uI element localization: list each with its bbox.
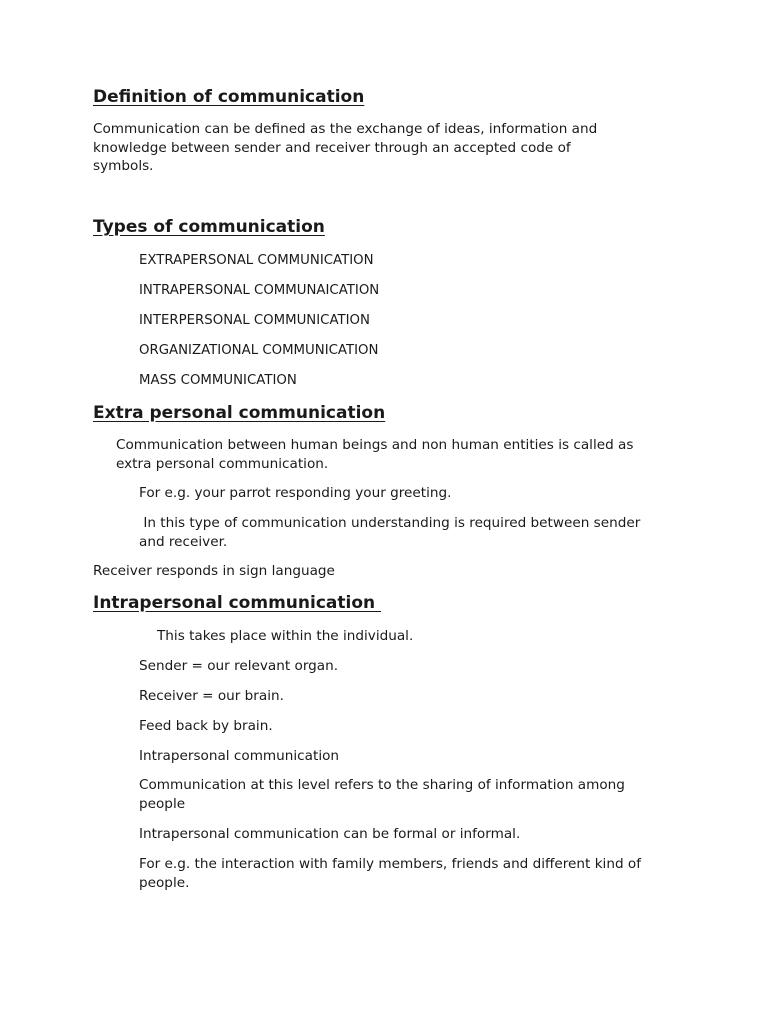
heading-definition: Definition of communication [93,87,365,107]
intra-paragraph-7: Intrapersonal communication can be formal or informal. [139,826,521,842]
heading-types: Types of communication [93,217,325,237]
extra-paragraph-1: Communication between human beings and non human entities is called as extra personal communication. [116,437,634,472]
extra-paragraph-2: For e.g. your parrot responding your greeting. [139,485,452,501]
type-item-mass: MASS COMMUNICATION [139,373,297,388]
heading-intrapersonal: Intrapersonal communication [93,593,382,613]
heading-extra-personal: Extra personal communication [93,403,386,423]
intra-paragraph-4: Feed back by brain. [139,718,273,734]
intra-paragraph-2: Sender = our relevant organ. [139,658,339,674]
intra-paragraph-8: For e.g. the interaction with family members, friends and different kind of people. [139,856,642,891]
intra-paragraph-3: Receiver = our brain. [139,688,284,704]
intra-paragraph-5: Intrapersonal communication [139,748,340,764]
type-item-intrapersonal: INTRAPERSONAL COMMUNAICATION [139,283,380,298]
intra-paragraph-1: This takes place within the individual. [157,628,414,644]
type-item-interpersonal: INTERPERSONAL COMMUNICATION [139,313,370,328]
type-item-organizational: ORGANIZATIONAL COMMUNICATION [139,343,379,358]
type-item-extrapersonal: EXTRAPERSONAL COMMUNICATION [139,253,374,268]
intra-paragraph-6: Communication at this level refers to the sharing of information among people [139,777,625,812]
extra-paragraph-4: Receiver responds in sign language [93,563,335,579]
extra-paragraph-3: In this type of communication understanding is required between sender and receiver. [139,515,645,550]
definition-paragraph: Communication can be defined as the exchange of ideas, information and knowledge between sender and receiver through an accepted code of symbols. [93,121,598,174]
